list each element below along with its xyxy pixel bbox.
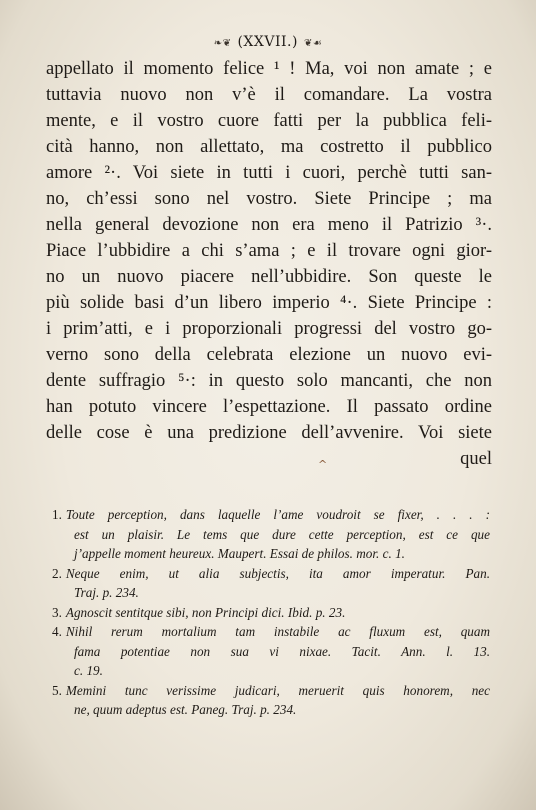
text-line: appellato il momento felice ¹ ! Ma, voi non amate ; e — [46, 59, 492, 79]
text-line: più solide basi d’un libero imperio ⁴·. Siete Principe : — [46, 293, 492, 313]
text-line: tuttavia nuovo non v’è il comandare. La vostra — [46, 85, 492, 105]
footnote — [52, 622, 490, 681]
catchword: quel — [460, 449, 492, 469]
text-line: amore ²·. Voi siete in tutti i cuori, perchè tutti san- — [46, 163, 492, 183]
footnote-line: j’appelle moment heureux. Maupert. Essai de philos. mor. c. 1. — [74, 546, 405, 561]
text-line: nella general devozione non era meno il Patrizio ³·. — [46, 215, 492, 235]
footnotes — [52, 505, 490, 720]
footnote-line: Toute perception, dans laquelle l’ame voudroit se fixer, . . . : — [65, 507, 490, 522]
text-line: i prim’atti, e i proporzionali progressi del vostro go- — [46, 319, 492, 339]
ornament-left-icon: ❧❦ — [213, 38, 232, 49]
page-header — [0, 34, 536, 50]
footnote-line: Nihil rerum mortalium tam instabile ac fluxum est, quam — [65, 624, 490, 639]
footnote — [52, 603, 490, 623]
text-line: no un nuovo piacere nell’ubbidire. Son queste le — [46, 267, 492, 287]
text-line: han potuto vincere l’espettazione. Il passato ordine — [46, 397, 492, 417]
page-number: (XXVII.) — [237, 34, 298, 50]
footnote-number: 3. — [52, 604, 62, 620]
footnote-line: c. 19. — [74, 663, 103, 678]
footnote-number: 4. — [52, 624, 62, 639]
text-line: delle cose è una predizione dell’avvenire. Voi siete — [46, 423, 492, 443]
footnote-line: Agnoscit sentitque sibi, non Principi dici. Ibid. p. 23. — [65, 604, 346, 620]
text-line: Piace l’ubbidire a chi s’ama ; e il trovare ogni gior- — [46, 241, 492, 261]
footnote-line: ne, quum adeptus est. Paneg. Traj. p. 234. — [74, 702, 297, 717]
text-line: mente, e il vostro cuore fatti per la pubblica feli- — [46, 111, 492, 131]
footnote-line: Neque enim, ut alia subjectis, ita amor imperatur. Pan. — [65, 565, 490, 581]
text-line: dente suffragio ⁵·: in questo solo mancanti, che non — [46, 371, 492, 391]
footnote-line: Traj. p. 234. — [74, 585, 139, 600]
footnote-number: 2. — [52, 565, 62, 581]
footnote-line: Memini tunc verissime judicari, meruerit quis honorem, nec — [65, 682, 490, 698]
footnote-number: 5. — [52, 682, 62, 698]
stray-ink-mark: ^ — [318, 458, 328, 471]
text-line: verno sono della celebrata elezione un nuovo evi- — [46, 345, 492, 365]
footnote — [52, 681, 490, 720]
footnote-number: 1. — [52, 507, 62, 522]
text-line: no, ch’essi sono nel vostro. Siete Principe ; ma — [46, 189, 492, 209]
footnote — [52, 505, 490, 564]
text-line: cità hanno, non allettato, ma costretto il pubblico — [46, 137, 492, 157]
footnote-line: fama potentiae non sua vi nixae. Tacit. Ann. l. 13. — [74, 643, 490, 659]
footnote — [52, 564, 490, 603]
footnote-line: est un plaisir. Le tems que dure cette perception, est ce que — [74, 526, 490, 542]
main-text — [46, 56, 492, 472]
ornament-right-icon: ❦☙ — [303, 38, 323, 49]
